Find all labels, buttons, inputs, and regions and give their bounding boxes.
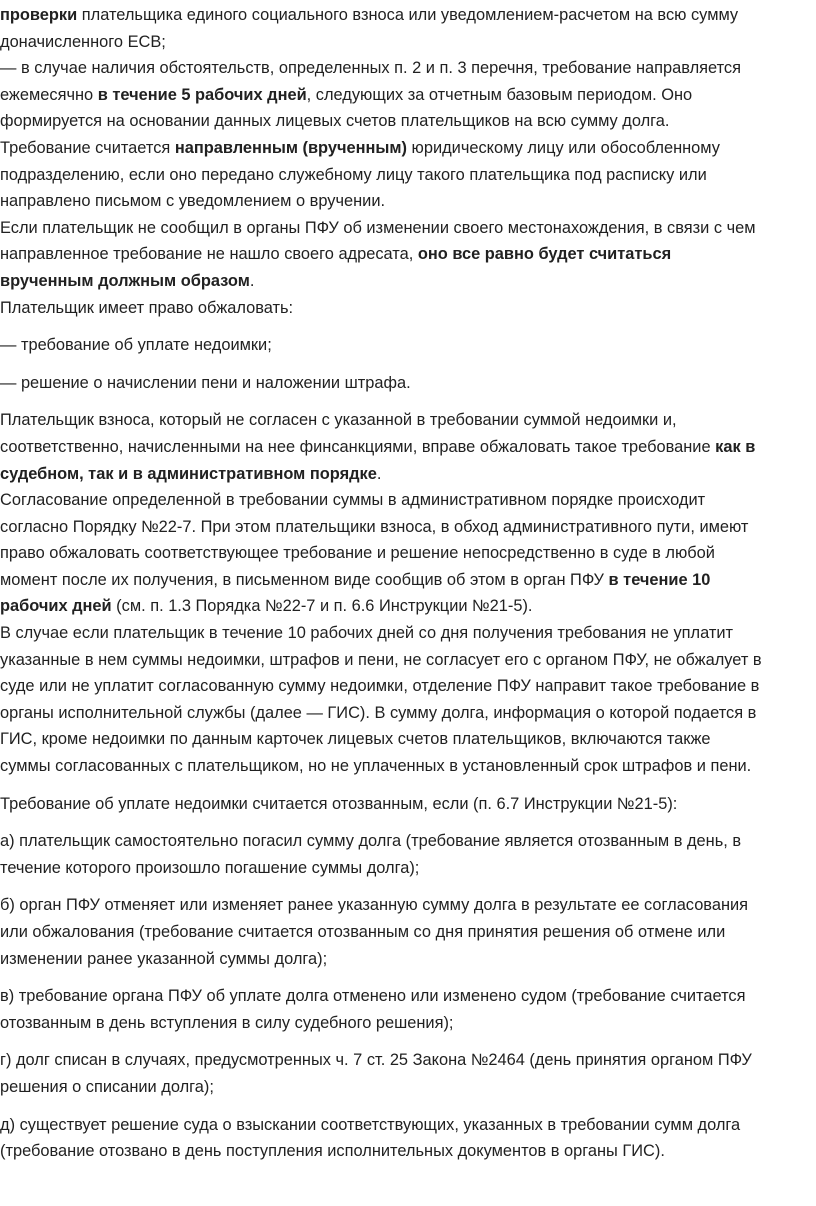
text-line: [0, 1138, 816, 1165]
bold-text: оно все равно будет считаться: [417, 245, 672, 264]
text-line: [0, 407, 816, 434]
text-line: [0, 370, 816, 397]
text-line: [0, 540, 816, 567]
text-line: [0, 983, 816, 1010]
text-segment: (см. п. 1.3 Порядка №22-7 и п. 6.6 Инструкции №21-5).: [111, 597, 533, 616]
text-segment: — в случае наличия обстоятельств, определенных п. 2 и п. 3 перечня, требование направляется: [0, 59, 742, 78]
text-segment: д) существует решение суда о взыскании соответствующих, указанных в требовании сумм долга: [0, 1115, 741, 1134]
text-segment: течение которого произошло погашение суммы долга);: [0, 858, 420, 877]
text-line: [0, 461, 816, 488]
text-line: [0, 919, 816, 946]
text-line: [0, 647, 816, 674]
bold-text: врученным должным образом: [0, 271, 250, 290]
text-segment: плательщика единого социального взноса или уведомлением-расчетом на всю сумму: [77, 6, 739, 24]
text-line: [0, 215, 816, 242]
text-line: [0, 241, 816, 268]
text-line: [0, 620, 816, 647]
text-line: [0, 828, 816, 855]
bold-text: направленным (врученным): [174, 138, 407, 157]
text-segment: отозванным в день вступления в силу судебного решения);: [0, 1013, 454, 1032]
text-segment: подразделению, если оно передано служебному лицу такого плательщика под расписку или: [0, 165, 707, 184]
text-segment: ГИС, кроме недоимки по данным карточек лицевых счетов плательщиков, включаются также: [0, 730, 711, 749]
text-line: [0, 295, 816, 322]
text-segment: суде или не уплатит согласованную сумму недоимки, отделение ПФУ направит такое требование в: [0, 677, 760, 696]
text-segment: суммы согласованных с плательщиком, но не уплаченных в установленный срок штрафов и пени.: [0, 757, 752, 776]
bold-text: проверки: [0, 6, 78, 24]
text-segment: .: [376, 464, 382, 483]
text-line: [0, 1074, 816, 1101]
text-segment: юридическому лицу или обособленному: [406, 138, 720, 157]
text-segment: .: [249, 271, 255, 290]
text-line: [0, 567, 816, 594]
text-line: [0, 82, 816, 109]
text-segment: — требование об уплате недоимки;: [0, 336, 272, 355]
text-segment: право обжаловать соответствующее требование и решение непосредственно в суде в любой: [0, 544, 715, 563]
text-segment: соответственно, начисленными на нее финсанкциями, вправе обжаловать такое требование: [0, 437, 716, 456]
text-segment: Требование об уплате недоимки считается отозванным, если (п. 6.7 Инструкции №21-5):: [0, 794, 678, 813]
text-line: [0, 332, 816, 359]
text-line: [0, 55, 816, 82]
text-segment: органы исполнительной службы (далее — ГИС). В сумму долга, информация о которой подается в: [0, 703, 757, 722]
text-segment: решения о списании долга);: [0, 1077, 214, 1096]
text-line: [0, 135, 816, 162]
bold-text: как в: [715, 437, 756, 456]
text-line: [0, 268, 816, 295]
text-line: [0, 791, 816, 818]
text-line: [0, 188, 816, 215]
text-line: [0, 434, 816, 461]
text-segment: доначисленного ЕСВ;: [0, 32, 166, 51]
text-line: [0, 514, 816, 541]
text-line: [0, 855, 816, 882]
text-line: [0, 753, 816, 780]
text-line: [0, 946, 816, 973]
text-segment: Плательщик взноса, который не согласен с указанной в требовании суммой недоимки и,: [0, 411, 677, 430]
text-segment: ежемесячно: [0, 85, 98, 104]
text-segment: момент после их получения, в письменном виде сообщив об этом в орган ПФУ: [0, 570, 609, 589]
text-line: [0, 673, 816, 700]
text-segment: а) плательщик самостоятельно погасил сумму долга (требование является отозванным в день, в: [0, 832, 742, 851]
text-line: [0, 162, 816, 189]
text-segment: Согласование определенной в требовании суммы в административном порядке происходит: [0, 491, 706, 510]
text-segment: Требование считается: [0, 138, 175, 157]
text-segment: изменении ранее указанной суммы долга);: [0, 949, 328, 968]
text-line: [0, 1047, 816, 1074]
text-segment: согласно Порядку №22-7. При этом плательщики взноса, в обход административного пути, имеют: [0, 517, 749, 536]
text-segment: Плательщик имеет право обжаловать:: [0, 298, 294, 317]
text-segment: (требование отозвано в день поступления исполнительных документов в органы ГИС).: [0, 1142, 665, 1161]
text-line: [0, 29, 816, 56]
bold-text: в течение 10: [608, 570, 711, 589]
text-line: [0, 593, 816, 620]
text-segment: — решение о начислении пени и наложении штрафа.: [0, 373, 411, 392]
text-segment: направленное требование не нашло своего адресата,: [0, 245, 418, 264]
text-line: [0, 700, 816, 727]
text-line: [0, 726, 816, 753]
text-line: [0, 487, 816, 514]
text-segment: Если плательщик не сообщил в органы ПФУ об изменении своего местонахождения, в связи с чем: [0, 218, 756, 237]
text-segment: формируется на основании данных лицевых счетов плательщиков на всю сумму долга.: [0, 112, 670, 131]
text-line: [0, 1112, 816, 1139]
bold-text: в течение 5 рабочих дней: [97, 85, 307, 104]
text-line: [0, 892, 816, 919]
text-segment: , следующих за отчетным базовым периодом. Оно: [306, 85, 693, 104]
text-line: [0, 2, 816, 29]
text-line: [0, 1010, 816, 1037]
text-line: [0, 108, 816, 135]
text-segment: направлено письмом с уведомлением о вручении.: [0, 192, 386, 211]
text-segment: в) требование органа ПФУ об уплате долга отменено или изменено судом (требование считается: [0, 987, 746, 1006]
text-segment: б) орган ПФУ отменяет или изменяет ранее указанную сумму долга в результате ее согласования: [0, 896, 749, 915]
text-segment: или обжалования (требование считается отозванным со дня принятия решения об отмене или: [0, 923, 726, 941]
bold-text: судебном, так и в административном порядке: [0, 464, 377, 483]
text-segment: г) долг списан в случаях, предусмотренных ч. 7 ст. 25 Закона №2464 (день принятия органом ПФУ: [0, 1051, 752, 1070]
text-segment: В случае если плательщик в течение 10 рабочих дней со дня получения требования не уплатит: [0, 624, 734, 643]
bold-text: рабочих дней: [0, 597, 112, 616]
text-segment: указанные в нем суммы недоимки, штрафов и пени, не согласует его с органом ПФУ, не обжалует в: [0, 650, 762, 669]
